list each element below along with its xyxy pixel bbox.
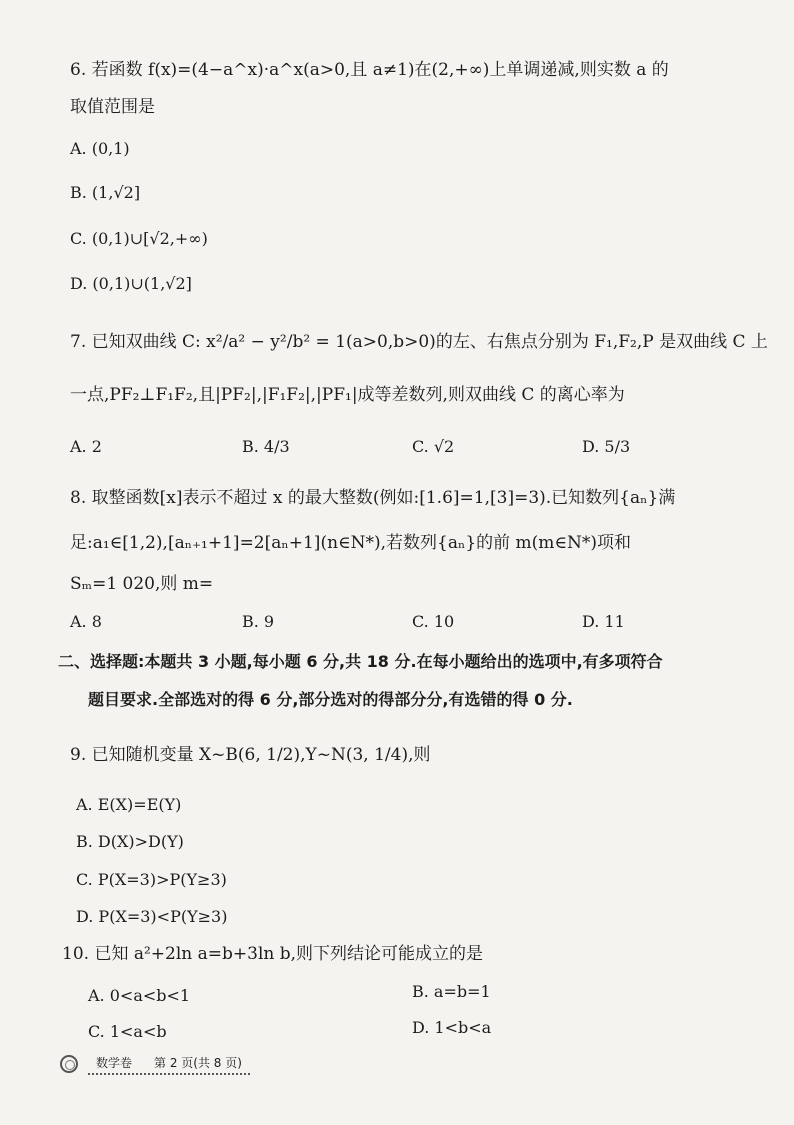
- q7-stem-line1: 7. 已知双曲线 C: x²/a² − y²/b² = 1(a>0,b>0)的左、右焦点分别为 F₁,F₂,P 是双曲线 C 上: [70, 332, 768, 352]
- q8-stem-line3: Sₘ=1 020,则 m=: [70, 574, 214, 594]
- q8-option-c: C. 10: [412, 612, 455, 631]
- q7-option-a: A. 2: [70, 437, 102, 456]
- q8-option-d: D. 11: [582, 612, 625, 631]
- q9-option-c: C. P(X=3)>P(Y≥3): [76, 870, 227, 889]
- section2-heading-line1: 二、选择题:本题共 3 小题,每小题 6 分,共 18 分.在每小题给出的选项中,有多项符合: [58, 652, 663, 671]
- q10-option-d: D. 1<b<a: [412, 1018, 492, 1037]
- q10-option-b: B. a=b=1: [412, 982, 491, 1001]
- footer-text: [88, 1054, 250, 1075]
- q8-option-b: B. 9: [242, 612, 275, 631]
- footer-page-number: 第 2 页(共 8 页): [154, 1055, 242, 1070]
- q9-option-a: A. E(X)=E(Y): [76, 795, 182, 814]
- q6-option-c: C. (0,1)∪[√2,+∞): [70, 229, 208, 248]
- q6-stem-line2: 取值范围是: [70, 97, 155, 117]
- q10-stem: 10. 已知 a²+2ln a=b+3ln b,则下列结论可能成立的是: [62, 944, 484, 964]
- q9-option-d: D. P(X=3)<P(Y≥3): [76, 907, 228, 926]
- q8-stem-line1: 8. 取整函数[x]表示不超过 x 的最大整数(例如:[1.6]=1,[3]=3).已知数列{aₙ}满: [70, 488, 676, 508]
- q6-option-b: B. (1,√2]: [70, 183, 141, 202]
- q10-option-a: A. 0<a<b<1: [88, 986, 191, 1005]
- seal-icon: [60, 1055, 78, 1073]
- q7-option-b: B. 4/3: [242, 437, 290, 456]
- q8-stem-line2: 足:a₁∈[1,2),[aₙ₊₁+1]=2[aₙ+1](n∈N*),若数列{aₙ}的前 m(m∈N*)项和: [70, 533, 632, 553]
- q7-option-d: D. 5/3: [582, 437, 631, 456]
- q6-option-d: D. (0,1)∪(1,√2]: [70, 274, 192, 293]
- q6-stem-line1: 6. 若函数 f(x)=(4−a^x)·a^x(a>0,且 a≠1)在(2,+∞)上单调递减,则实数 a 的: [70, 60, 669, 80]
- q6-option-a: A. (0,1): [70, 139, 130, 158]
- q7-stem-line2: 一点,PF₂⊥F₁F₂,且|PF₂|,|F₁F₂|,|PF₁|成等差数列,则双曲线 C 的离心率为: [70, 385, 625, 405]
- footer-subject: 数学卷: [96, 1055, 133, 1070]
- q9-option-b: B. D(X)>D(Y): [76, 832, 184, 851]
- q8-option-a: A. 8: [70, 612, 102, 631]
- q7-option-c: C. √2: [412, 437, 455, 456]
- q9-stem: 9. 已知随机变量 X~B(6, 1/2),Y~N(3, 1/4),则: [70, 745, 431, 765]
- q10-option-c: C. 1<a<b: [88, 1022, 167, 1041]
- section2-heading-line2: 题目要求.全部选对的得 6 分,部分选对的得部分分,有选错的得 0 分.: [88, 690, 573, 709]
- page-footer: [60, 1052, 250, 1076]
